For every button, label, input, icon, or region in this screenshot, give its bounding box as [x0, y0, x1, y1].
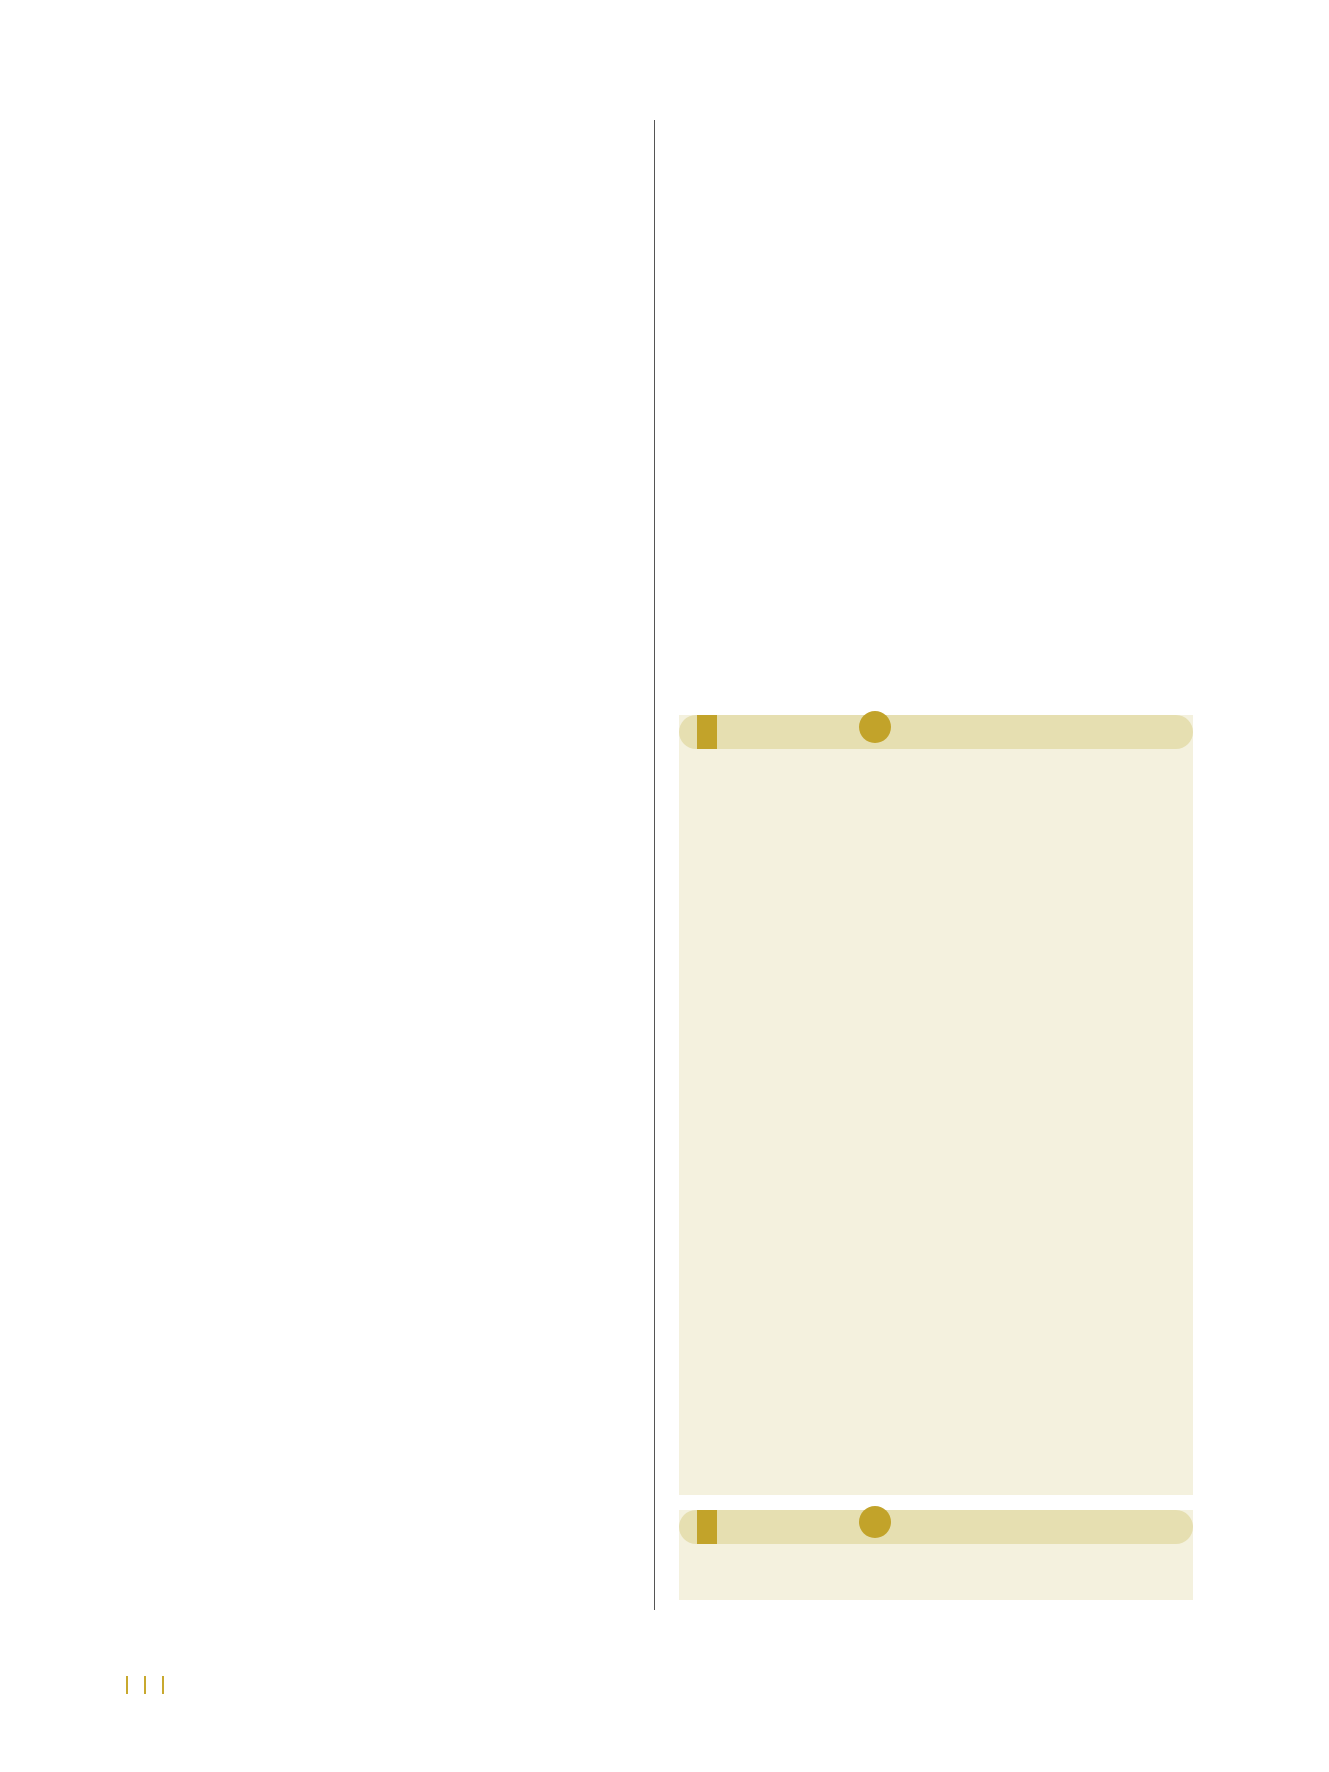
title-circle-ornament: [859, 711, 891, 743]
column-divider: [654, 120, 655, 1610]
title-circle-ornament: [859, 1506, 891, 1538]
footer-bar: [144, 1676, 146, 1694]
box-header: [679, 1510, 1193, 1544]
textbook-review-box: [679, 715, 1193, 1495]
page-footer: [118, 1672, 172, 1696]
footer-bar: [162, 1676, 164, 1694]
box-title: [697, 715, 717, 749]
other-passages-box: [679, 1510, 1193, 1600]
box-title-text: [697, 723, 703, 741]
box-title-text: [697, 1518, 703, 1536]
footer-bar: [126, 1676, 128, 1694]
box-title: [697, 1510, 717, 1544]
box-header: [679, 715, 1193, 749]
